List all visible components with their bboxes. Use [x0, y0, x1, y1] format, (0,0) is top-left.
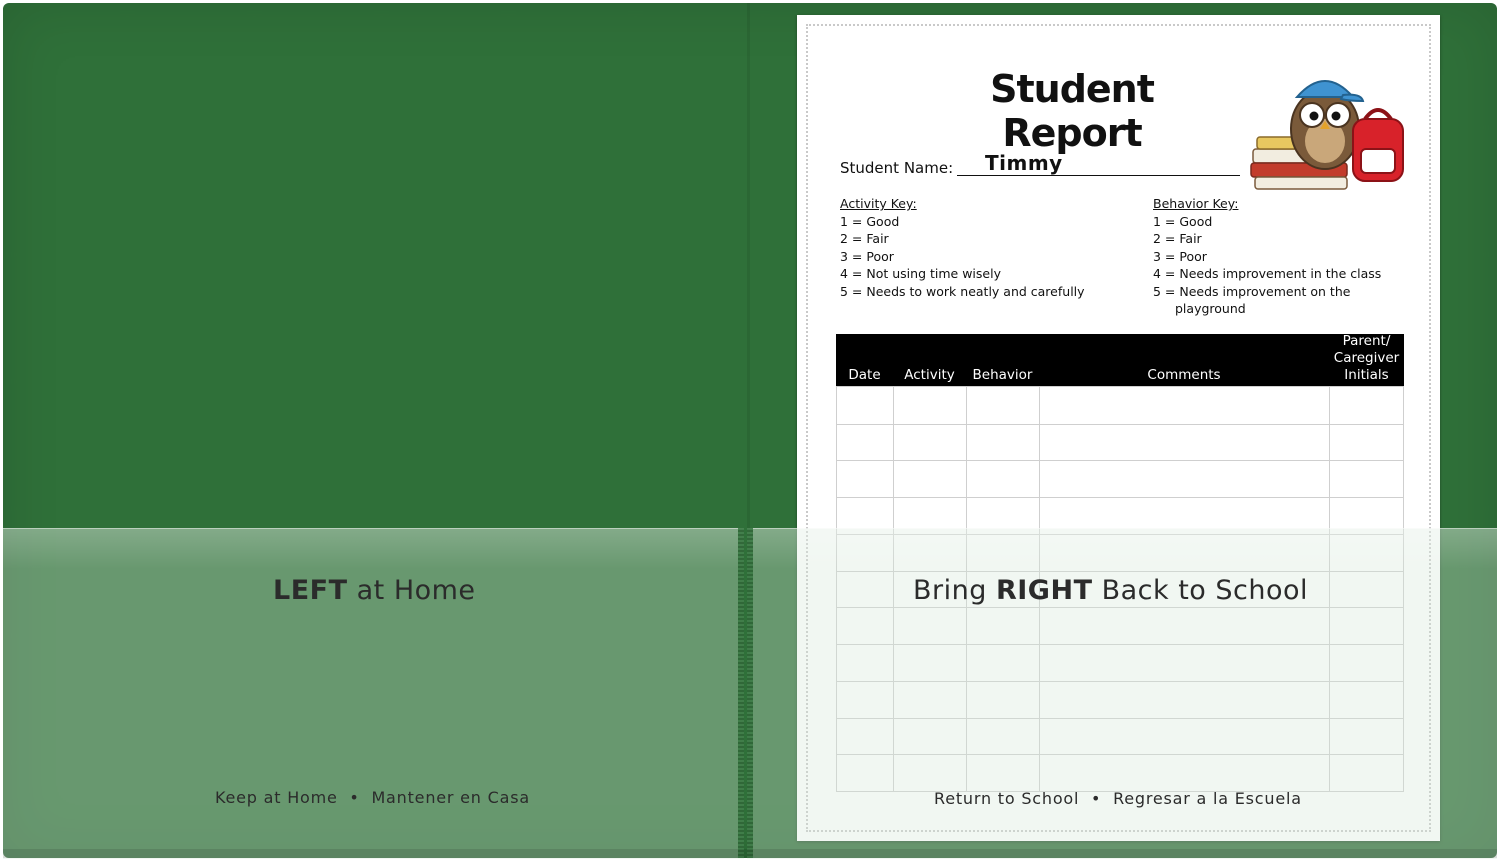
left-pocket-title-bold: LEFT	[273, 575, 348, 606]
student-name-label: Student Name:	[840, 159, 954, 177]
activity-key	[840, 195, 1085, 300]
left-pocket-title-rest: at Home	[347, 575, 476, 606]
behavior-key-continuation: playground	[1175, 301, 1246, 316]
student-name-value: Timmy	[985, 151, 1063, 175]
table-row-divider	[837, 460, 1403, 461]
behavior-key-item: 1 = Good	[1153, 213, 1213, 229]
header-initials-line: Parent/	[1342, 333, 1391, 349]
header-initials-line: Caregiver	[1333, 350, 1400, 366]
table-row-divider	[837, 424, 1403, 425]
behavior-key-item: 5 = Needs improvement on the	[1153, 283, 1351, 299]
report-table-header	[836, 334, 1404, 386]
left-pocket-separator: •	[349, 788, 360, 807]
activity-key-item: 2 = Fair	[840, 231, 889, 246]
right-pocket-title	[913, 575, 1308, 606]
activity-key-title: Activity Key:	[840, 196, 917, 211]
activity-key-item: 5 = Needs to work neatly and carefully	[840, 283, 1085, 299]
right-pocket[interactable]	[747, 528, 1497, 859]
activity-key-item: 3 = Poor	[840, 248, 894, 264]
student-name-line	[957, 175, 1240, 176]
behavior-key-item: 2 = Fair	[1153, 231, 1202, 246]
activity-key-item: 1 = Good	[840, 213, 900, 229]
left-pocket-subtitle-en: Keep at Home	[215, 788, 338, 807]
header-activity: Activity	[904, 367, 955, 383]
header-behavior: Behavior	[972, 367, 1033, 383]
report-title: Student Report	[990, 67, 1154, 155]
left-pocket-seam	[738, 528, 744, 858]
header-initials-line: Initials	[1344, 367, 1389, 383]
student-name-row	[840, 153, 1240, 179]
behavior-key-title: Behavior Key:	[1153, 196, 1239, 211]
header-comments: Comments	[1147, 367, 1221, 383]
header-date: Date	[848, 367, 881, 383]
folder-bottom-edge	[3, 849, 1497, 858]
behavior-key	[1153, 195, 1403, 318]
left-pocket-subtitle-es: Mantener en Casa	[371, 788, 530, 807]
right-pocket-subtitle-es: Regresar a la Escuela	[1113, 789, 1302, 808]
activity-key-item: 4 = Not using time wisely	[840, 266, 1001, 281]
left-pocket-title	[273, 575, 476, 606]
behavior-key-item: 3 = Poor	[1153, 248, 1207, 264]
right-pocket-subtitle	[934, 789, 1302, 808]
right-pocket-title-post: Back to School	[1092, 575, 1309, 606]
right-pocket-title-pre: Bring	[913, 575, 996, 606]
right-pocket-seam	[747, 528, 753, 858]
right-pocket-subtitle-en: Return to School	[934, 789, 1080, 808]
behavior-key-item: 4 = Needs improvement in the class	[1153, 266, 1382, 281]
right-pocket-separator: •	[1091, 789, 1102, 808]
backpack-icon	[1353, 110, 1403, 181]
left-pocket-subtitle	[215, 788, 530, 807]
header-initials	[1329, 333, 1404, 384]
left-pocket[interactable]	[3, 528, 744, 859]
owl-mascot-icon	[1245, 57, 1415, 197]
table-row-divider	[837, 497, 1403, 498]
right-pocket-title-bold: RIGHT	[995, 575, 1093, 606]
